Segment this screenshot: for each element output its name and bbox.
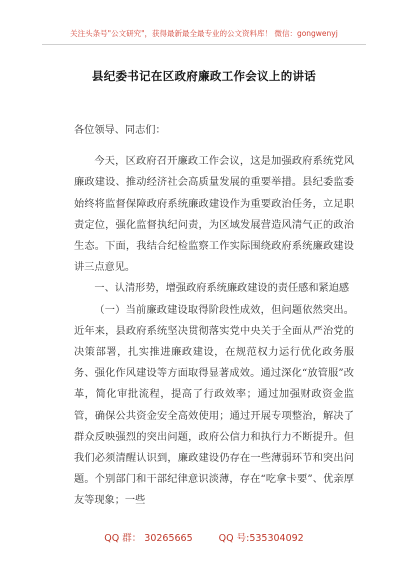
paragraph-intro: 今天，区政府召开廉政工作会议，这是加强政府系统党风廉政建设、推动经济社会高质量发展的重要举措。县纪委监委始终将监督保障政府系统廉政建设作为重要政治任务，立足职责定位，强化监督执纪问责，为区域发展营造风清气正的政治生态。下面，我结合纪检监察工作实际围绕政府系统廉政建设讲三点意见。: [74, 156, 354, 274]
section-heading-1: 一、认清形势，增强政府系统廉政建设的责任感和紧迫感: [94, 283, 350, 295]
contact-footer: [0, 530, 408, 544]
qq-number: QQ 号:535304092: [218, 533, 304, 544]
qq-group: QQ 群： 30265665: [104, 533, 193, 544]
header-divider: [42, 44, 366, 45]
paragraph-1-1: （一）当前廉政建设取得阶段性成效，但问题依然突出。近年来，县政府系统坚决贯彻落实党中央关于全面从严治党的决策部署，扎实推进廉政建设，在规范权力运行优化政务服务、强化作风建设等方面取得显著成效。通过深化“放管服”改革，简化审批流程，提高了行政效率；通过加强财政资金监管，确保公共资金安全高效使用；通过开展专项整治，解决了群众反映强烈的突出问题，政府公信力和执行力不断提升。但我们必须清醒认识到，廉政建设仍存在一些薄弱环节和突出问题。个别部门和干部纪律意识淡薄，存在“吃拿卡要”、优亲厚友等现象；一些: [74, 304, 354, 507]
document-body: [74, 120, 354, 512]
document-title: 县纪委书记在区政府廉政工作会议上的讲话: [91, 69, 317, 83]
promo-header: 关注头条号"公文研究"，获得最新最全最专业的公文资料库！ 微信：gongwenyj: [70, 29, 338, 38]
greeting: 各位领导、同志们：: [74, 125, 166, 136]
